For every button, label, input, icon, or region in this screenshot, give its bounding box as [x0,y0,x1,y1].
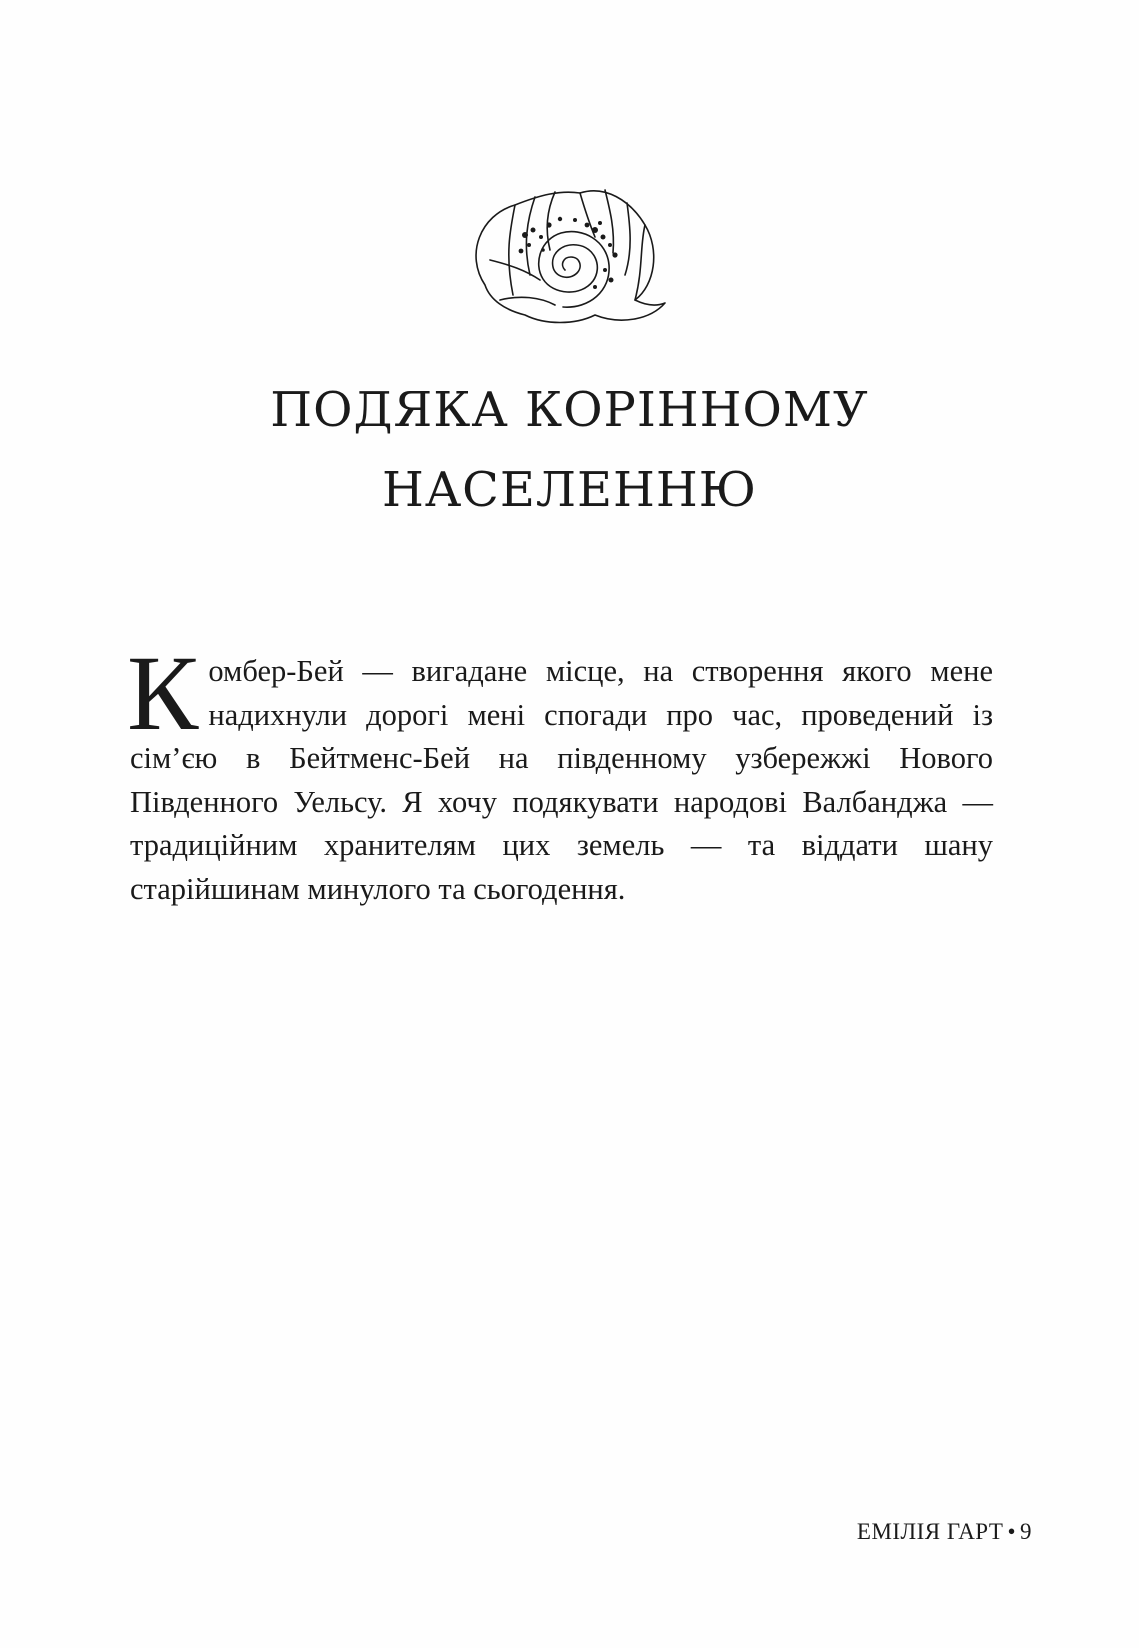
footer-author: ЕМІЛІЯ ГАРТ [856,1519,1004,1544]
chapter-title-line-1: ПОДЯКА КОРІННОМУ [270,382,869,438]
paragraph-text: омбер-Бей — вигадане місце, на створення якого мене надихнули дорогі мені спогади про час, проведений із сім’єю в Бейтменс-Бей на південному узбережжі Нового Південного Уельсу. Я хочу подякувати народові Валбанджа — традиційним хранителям цих земель — та віддати шану старійшинам минулого та сьогодення. [130,654,993,906]
chapter-title [0,370,1139,530]
drop-cap: К [127,635,199,753]
running-footer [857,1519,1032,1545]
acknowledgement-paragraph [127,635,993,911]
footer-separator: • [1007,1519,1016,1544]
chapter-title-line-2: НАСЕЛЕННЮ [381,462,758,518]
seashell-icon [455,175,685,345]
page-number: 9 [1020,1519,1032,1544]
